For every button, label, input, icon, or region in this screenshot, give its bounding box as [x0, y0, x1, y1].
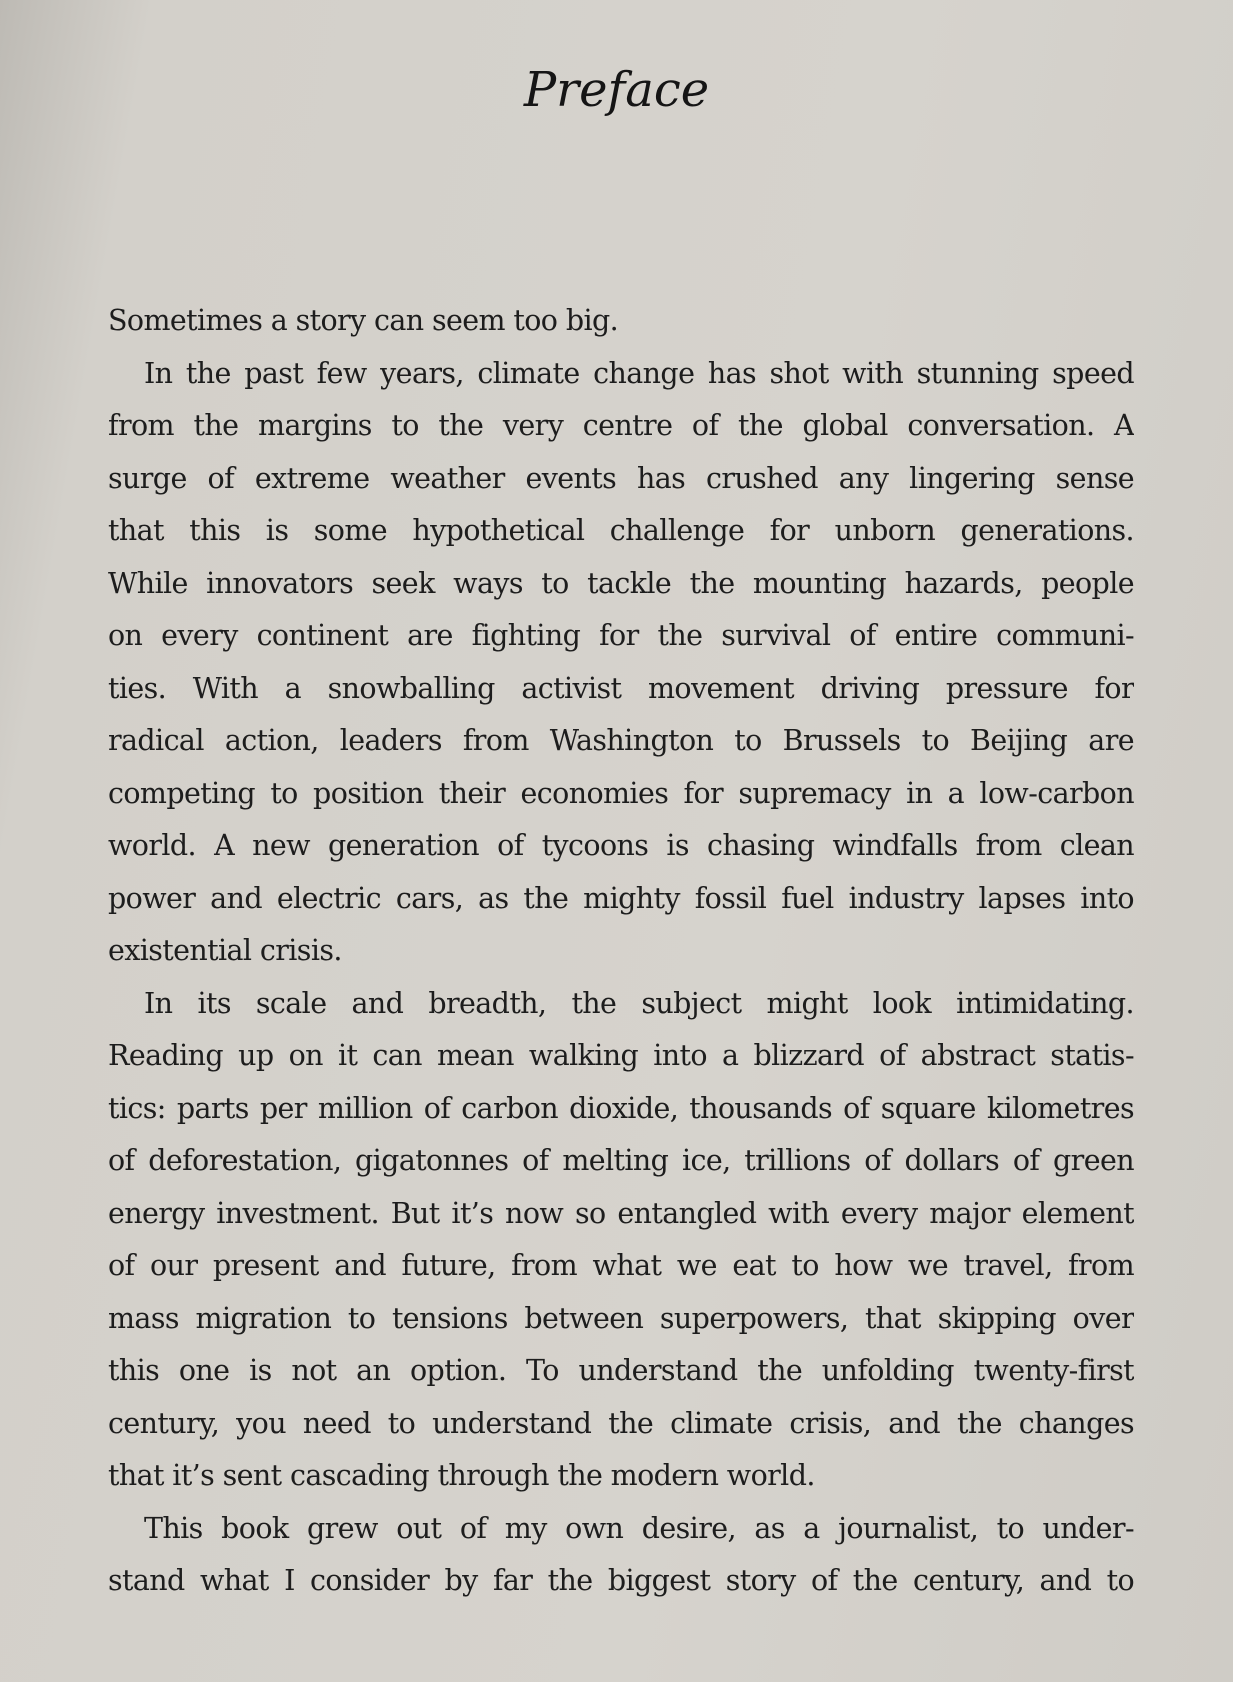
text-line: of deforestation, gigatonnes of melting ice, trillions of dollars of green	[108, 1144, 1134, 1177]
text-line: competing to position their economies for supremacy in a low-carbon	[108, 776, 1134, 810]
text-line: ties. With a snowballing activist movement driving pressure for	[108, 671, 1134, 705]
text-line: While innovators seek ways to tackle the mounting hazards, people	[108, 566, 1134, 600]
text-line: In the past few years, climate change has shot with stunning speed	[144, 356, 1134, 390]
text-line: this one is not an option. To understand the unfolding twenty-first	[108, 1354, 1134, 1387]
text-line: surge of extreme weather events has crushed any lingering sense	[108, 461, 1134, 495]
text-line: tics: parts per million of carbon dioxide, thousands of square kilometres	[108, 1091, 1134, 1125]
text-line: radical action, leaders from Washington to Brussels to Beijing are	[108, 724, 1134, 757]
page-title: Preface	[523, 62, 710, 118]
text-line: existential crisis.	[108, 934, 342, 967]
text-line: energy investment. But it’s now so entangled with every major element	[108, 1196, 1134, 1230]
text-line: In its scale and breadth, the subject might look intimidating.	[144, 986, 1134, 1020]
text-line: of our present and future, from what we eat to how we travel, from	[108, 1249, 1134, 1282]
text-line: Sometimes a story can seem too big.	[108, 304, 619, 337]
text-line: world. A new generation of tycoons is chasing windfalls from clean	[108, 829, 1134, 862]
text-line: on every continent are fighting for the survival of entire communi-	[108, 619, 1134, 652]
text-line: mass migration to tensions between superpowers, that skipping over	[108, 1301, 1134, 1335]
text-line: power and electric cars, as the mighty fossil fuel industry lapses into	[108, 881, 1134, 915]
text-line: that it’s sent cascading through the modern world.	[108, 1459, 815, 1492]
text-line: that this is some hypothetical challenge for unborn generations.	[108, 514, 1134, 547]
text-line: Reading up on it can mean walking into a blizzard of abstract statis-	[108, 1039, 1134, 1072]
text-line: This book grew out of my own desire, as a journalist, to under-	[144, 1511, 1134, 1545]
text-line: century, you need to understand the climate crisis, and the changes	[108, 1406, 1134, 1440]
body-text	[108, 295, 1134, 1608]
text-line: from the margins to the very centre of the global conversation. A	[108, 409, 1134, 442]
text-line: stand what I consider by far the biggest story of the century, and to	[108, 1564, 1134, 1597]
